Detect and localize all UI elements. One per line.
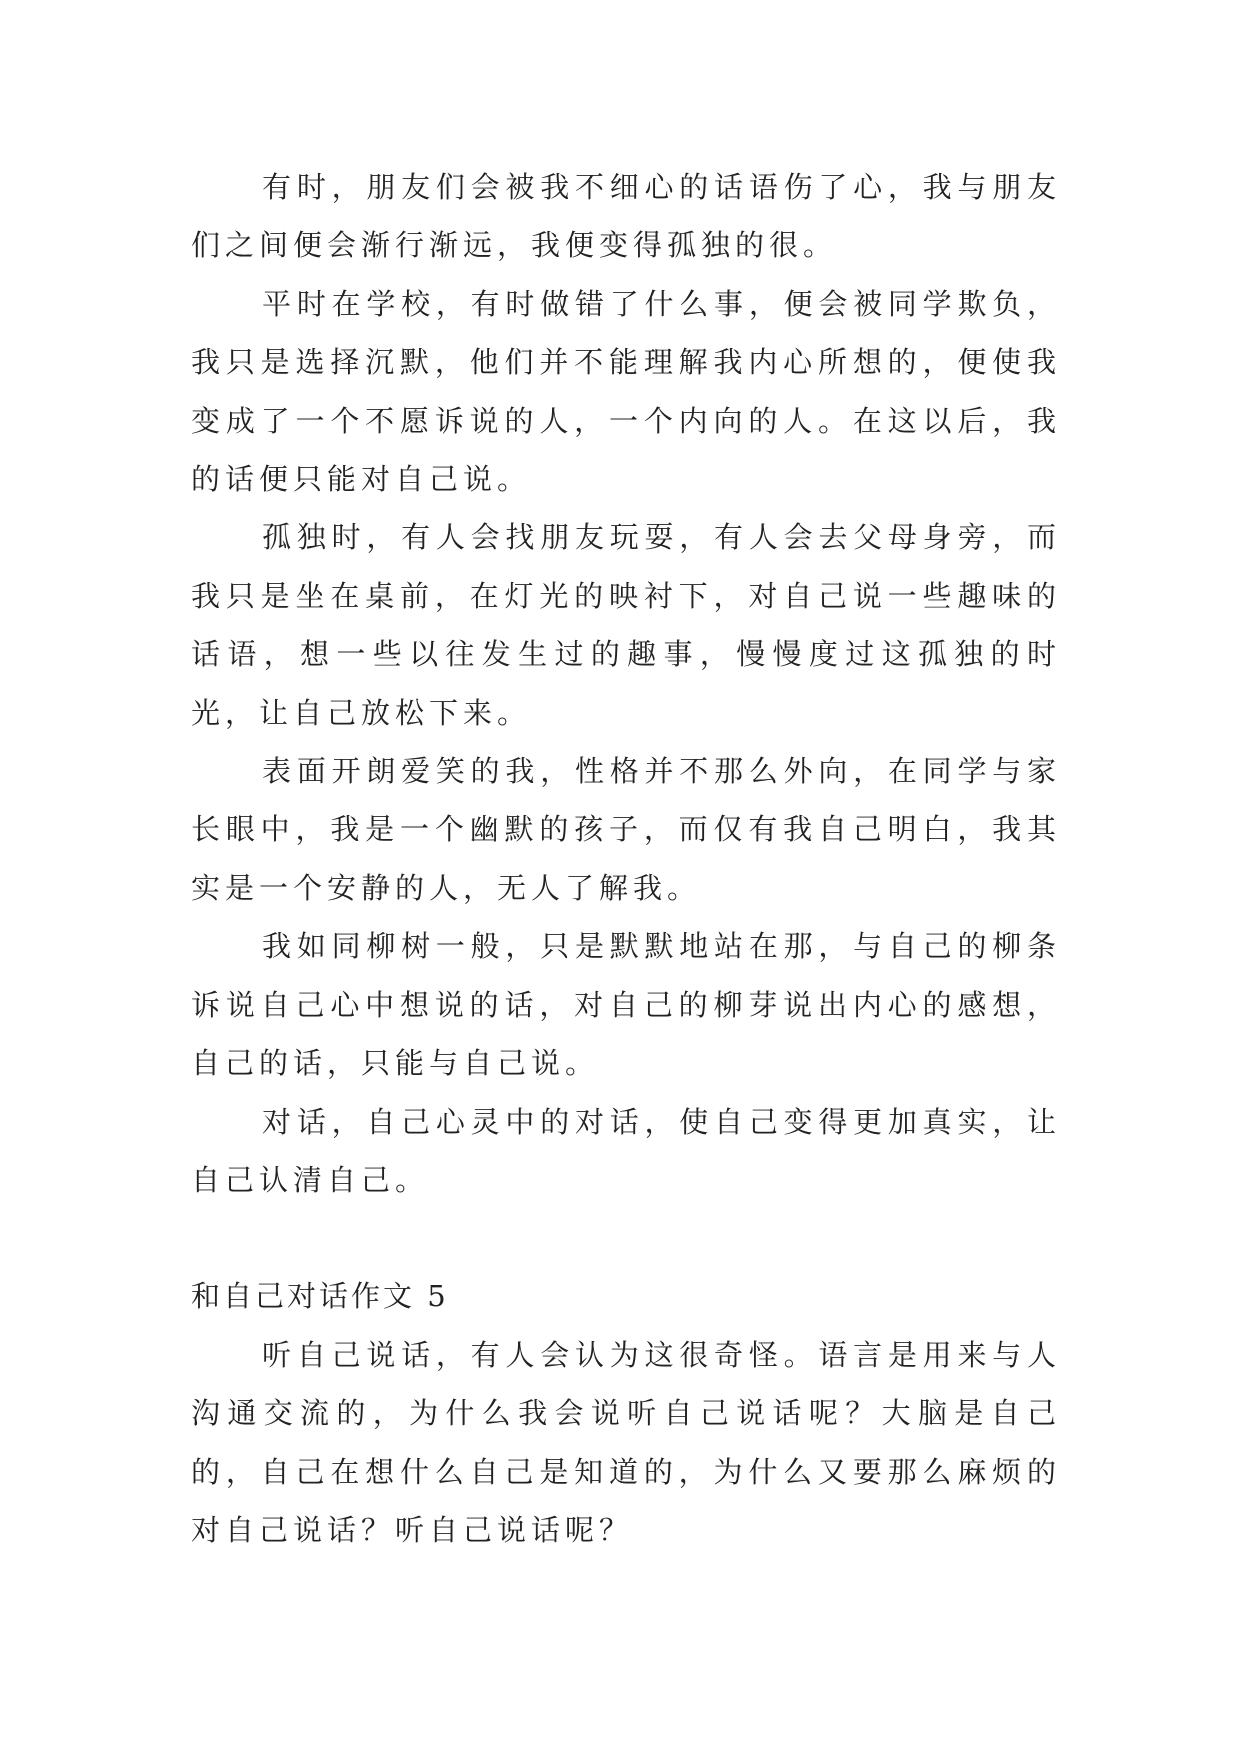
paragraph: 我如同柳树一般，只是默默地站在那，与自己的柳条诉说自己心中想说的话，对自己的柳芽说出内心的感想，自己的话，只能与自己说。	[191, 929, 1061, 1081]
section-title: 和自己对话作文 5	[191, 1279, 449, 1314]
paragraph: 孤独时，有人会找朋友玩耍，有人会去父母身旁，而我只是坐在桌前，在灯光的映衬下，对自己说一些趣味的话语，想一些以往发生过的趣事，慢慢度过这孤独的时光，让自己放松下来。	[191, 520, 1061, 730]
document-body	[191, 158, 1061, 1559]
paragraph: 听自己说话，有人会认为这很奇怪。语言是用来与人沟通交流的，为什么我会说听自己说话呢？大脑是自己的，自己在想什么自己是知道的，为什么又要那么麻烦的对自己说话？听自己说话呢？	[191, 1337, 1061, 1547]
paragraph: 有时，朋友们会被我不细心的话语伤了心，我与朋友们之间便会渐行渐远，我便变得孤独的很。	[191, 170, 1061, 263]
paragraph: 表面开朗爱笑的我，性格并不那么外向，在同学与家长眼中，我是一个幽默的孩子，而仅有我自己明白，我其实是一个安静的人，无人了解我。	[191, 754, 1061, 905]
paragraph: 平时在学校，有时做错了什么事，便会被同学欺负，我只是选择沉默，他们并不能理解我内心所想的，便使我变成了一个不愿诉说的人，一个内向的人。在这以后，我的话便只能对自己说。	[191, 286, 1061, 497]
paragraph: 对话，自己心灵中的对话，使自己变得更加真实，让自己认清自己。	[191, 1104, 1061, 1197]
